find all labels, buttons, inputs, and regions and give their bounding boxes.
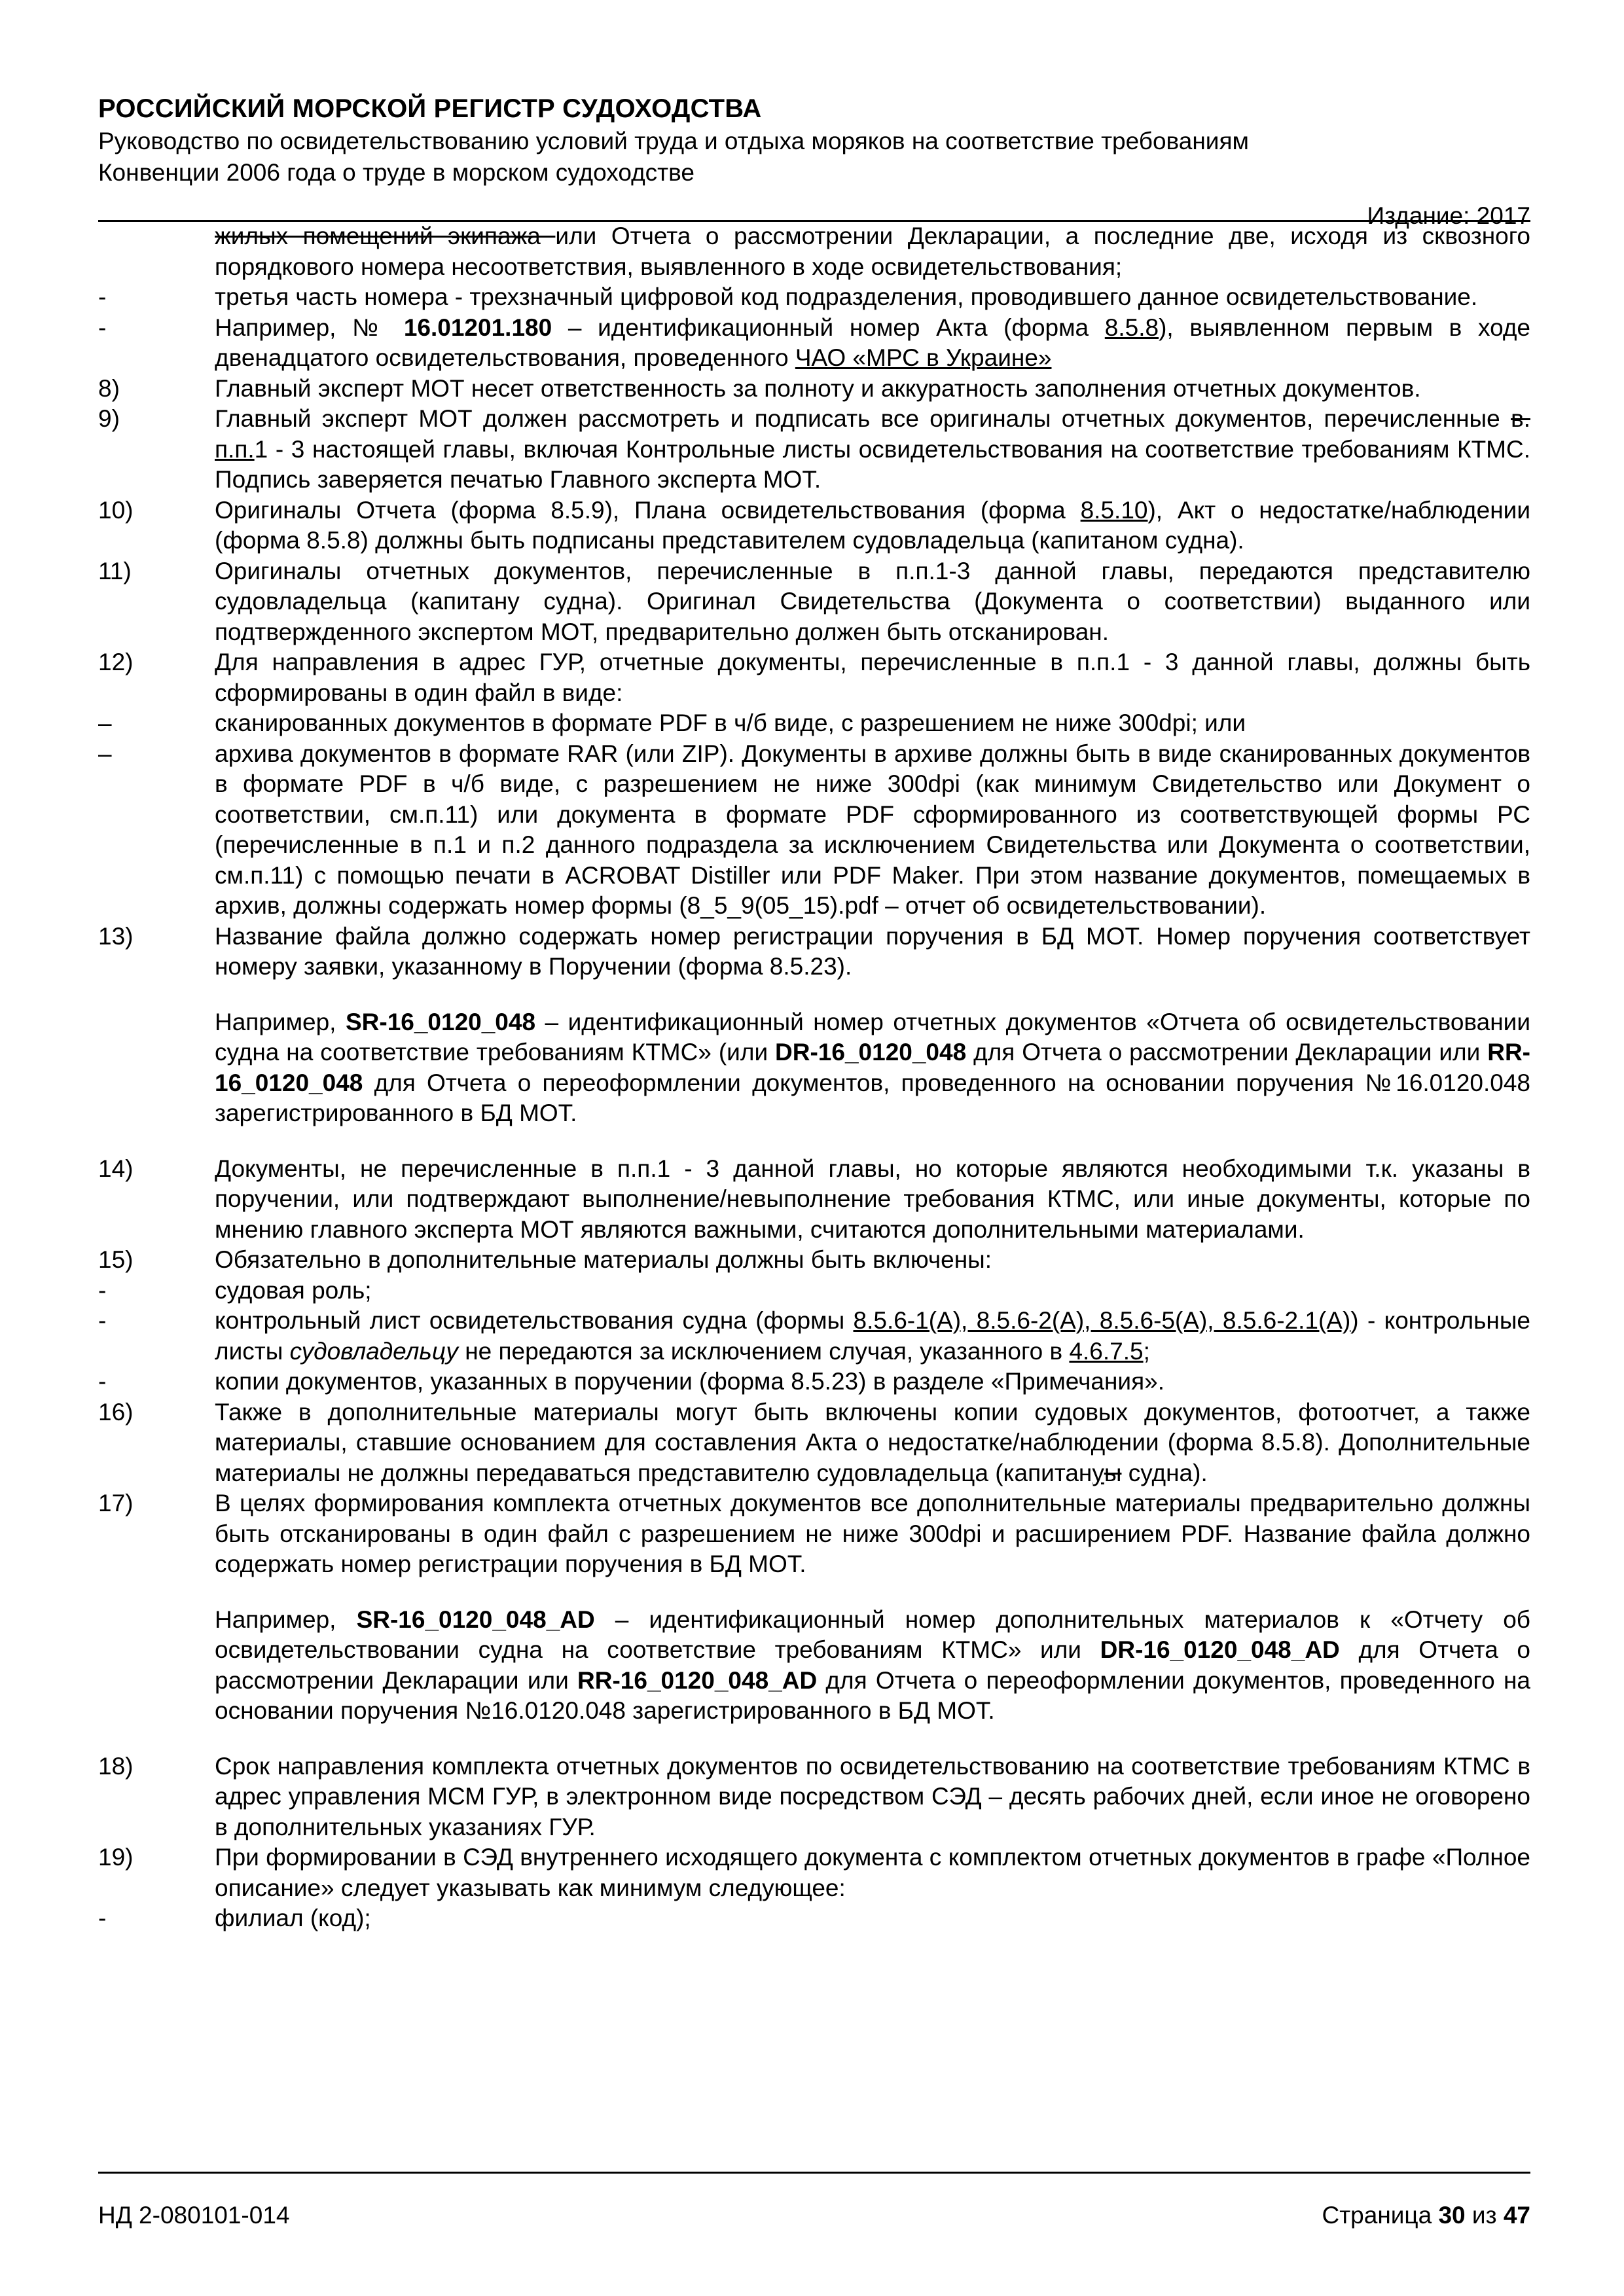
report-id: RR-16_0120_048 (215, 1039, 1530, 1096)
item-number: 19) (98, 1844, 134, 1871)
list-item (98, 1488, 1530, 1580)
struck-text: ы (1104, 1459, 1122, 1486)
list-item (98, 1842, 1530, 1903)
item-text: третья часть номера - трехзначный цифровой код подразделения, проводившего данное освидетельствование. (215, 283, 1478, 310)
item-text: копии документов, указанных в поручении (форма 8.5.23) в разделе «Примечания». (215, 1368, 1164, 1395)
item-text: Также в дополнительные материалы могут быть включены копии судовых документов, фотоотчет, а также материалы, ставшие основанием для составления Акта о недостатке/наблюдении (форма 8.5.8). Дополнительные материалы не должны передаваться представителю судовладельца (капитануы судна). (215, 1398, 1530, 1486)
report-id: SR-16_0120_048 (345, 1008, 536, 1035)
item-number: 8) (98, 374, 120, 402)
item-text: Для направления в адрес ГУР, отчетные документы, перечисленные в п.п.1 - 3 данной главы, должны быть сформированы в один файл в виде: (215, 649, 1530, 706)
item-text: При формировании в СЭД внутреннего исходящего документа с комплектом отчетных документов в графе «Полное описание» следует указывать как минимум следующее: (215, 1844, 1530, 1901)
item-marker: - (98, 283, 107, 310)
report-id: SR-16_0120_048_AD (356, 1605, 595, 1633)
organization-name: РОССИЙСКИЙ МОРСКОЙ РЕГИСТР СУДОХОДСТВА (98, 94, 762, 123)
section-link[interactable]: 4.6.7.5 (1069, 1337, 1144, 1365)
list-item (98, 1367, 1530, 1397)
item-text: Срок направления комплекта отчетных документов по освидетельствованию на соответствие требованиям КТМС в адрес управления МСМ ГУР, в электронном виде посредством СЭД – десять рабочих дней, если иное не оговорено в дополнительных указаниях ГУР. (215, 1752, 1530, 1840)
list-item (98, 313, 1530, 374)
item-number: 14) (98, 1155, 134, 1182)
continued-paragraph: жилых помещений экипажа или Отчета о рассмотрении Декларации, а последние две, исходя из сквозного порядкового номера несоответствия, выявленного в ходе освидетельствования; (215, 223, 1530, 280)
item-number: 11) (98, 557, 132, 584)
item-number: 10) (98, 496, 134, 524)
report-id: RR-16_0120_048_AD (577, 1666, 818, 1694)
organization-link[interactable]: ЧАО «МРС в Украине» (795, 344, 1052, 371)
item-text: филиал (код); (215, 1905, 371, 1931)
item-text: Документы, не перечисленные в п.п.1 - 3 данной главы, но которые являются необходимыми т.к. указаны в поручении, или подтверждают выполнение/невыполнение требования КТМС, или иные документы, которые по мнению главного эксперта МОТ являются важными, считаются дополнительными материалами. (215, 1155, 1530, 1243)
item-text: Обязательно в дополнительные материалы должны быть включены: (215, 1246, 992, 1273)
item-marker: – (98, 740, 112, 767)
example-paragraph: Например, SR-16_0120_048_AD – идентификационный номер дополнительных материалов к «Отчету об освидетельствовании судна на соответствие требованиям КТМС» или DR-16_0120_048_AD для Отчета о рассмотрении Декларации или RR-16_0120_048_AD для Отчета о переоформлении документов, проведенного на основании поручения №16.0120.048 зарегистрированного в БД МОТ. (215, 1605, 1531, 1724)
list-item (98, 374, 1530, 404)
current-page: 30 (1438, 2202, 1466, 2229)
list-item (98, 922, 1530, 982)
item-number: 18) (98, 1752, 134, 1780)
list-item (98, 1276, 1530, 1306)
item-text: контрольный лист освидетельствования судна (формы 8.5.6-1(А), 8.5.6-2(А), 8.5.6-5(А), 8.5.6-2.1(А)) - контрольные листы судовладельцу не передаются за исключением случая, указанного в 4.6.7.5; (215, 1307, 1530, 1365)
item-text: Оригиналы отчетных документов, перечисленные в п.п.1-3 данной главы, передаются представителю судовладельца (капитану судна). Оригинал Свидетельства (Документа о соответствии) выданного или подтвержденного экспертом МОТ, предварительно должен быть отсканирован. (215, 557, 1530, 645)
list-item (98, 1751, 1530, 1843)
list-item (98, 708, 1530, 739)
item-number: 13) (98, 922, 134, 950)
document-title-line-2: Конвенции 2006 года о труде в морском судоходстве (98, 159, 695, 186)
act-number: 16.01201.180 (403, 314, 552, 341)
page-header (98, 92, 1530, 232)
document-number: НД 2-080101-014 (98, 2202, 290, 2229)
item-text: архива документов в формате RAR (или ZIP). Документы в архиве должны быть в виде сканированных документов в формате PDF в ч/б виде, с разрешением не ниже 300dpi (как минимум Свидетельство или Документ о соответствии, см.п.11) или документа в формате PDF сформированного из соответствующей формы РС (перечисленные в п.1 и п.2 данного подраздела за исключением Свидетельства или Документа о соответствии, см.п.11) с помощью печати в ACROBAT Distiller или PDF Maker. При этом название документов, помещаемых в архив, должны содержать номер формы (8_5_9(05_15).pdf – отчет об освидетельствовании). (215, 740, 1530, 919)
list-item (98, 282, 1530, 313)
footer-divider (98, 2172, 1530, 2174)
edition-label: Издание: 2017 (1367, 202, 1530, 229)
item-text: Название файла должно содержать номер регистрации поручения в БД МОТ. Номер поручения соответствует номеру заявки, указанному в Поручении (форма 8.5.23). (215, 922, 1530, 980)
list-item (98, 647, 1530, 708)
item-number: 16) (98, 1398, 134, 1426)
item-number: 15) (98, 1246, 134, 1273)
struck-text: жилых помещений экипажа (215, 223, 556, 249)
item-marker: - (98, 1905, 107, 1931)
list-item (98, 739, 1530, 922)
item-marker: - (98, 314, 107, 341)
list-item (98, 1903, 1530, 1934)
item-marker: - (98, 1307, 107, 1334)
list-item (98, 404, 1530, 495)
item-text: Оригиналы Отчета (форма 8.5.9), Плана освидетельствования (форма 8.5.10), Акт о недостатке/наблюдении (форма 8.5.8) должны быть подписаны представителем судовладельца (капитаном судна). (215, 496, 1530, 554)
report-id: DR-16_0120_048 (775, 1039, 967, 1066)
item-marker: - (98, 1276, 107, 1304)
document-body (98, 221, 1530, 1934)
item-text: Например, № 16.01201.180 – идентификационный номер Акта (форма 8.5.8), выявленном первым в ходе двенадцатого освидетельствования, проведенного ЧАО «МРС в Украине» (215, 314, 1530, 371)
struck-text: в. (1511, 405, 1530, 432)
item-marker: - (98, 1368, 107, 1395)
form-links[interactable]: 8.5.6-1(А), 8.5.6-2(А), 8.5.6-5(А), 8.5.6-2.1(А) (853, 1307, 1351, 1334)
example-paragraph: Например, SR-16_0120_048 – идентификационный номер отчетных документов «Отчета об освидетельствовании судна на соответствие требованиям КТМС» (или DR-16_0120_048 для Отчета о рассмотрении Декларации или RR-16_0120_048 для Отчета о переоформлении документов, проведенного на основании поручения №16.0120.048 зарегистрированного в БД МОТ. (215, 1008, 1531, 1126)
item-text: сканированных документов в формате PDF в ч/б виде, с разрешением не ниже 300dpi; или (215, 709, 1246, 736)
form-link[interactable]: 8.5.8 (1104, 314, 1159, 341)
document-title-line-1: Руководство по освидетельствованию условий труда и отдыха моряков на соответствие требованиям (98, 128, 1249, 154)
item-text: судовая роль; (215, 1276, 372, 1304)
form-link[interactable]: 8.5.10 (1080, 496, 1148, 524)
item-number: 12) (98, 649, 134, 675)
inserted-text: у (1092, 1459, 1104, 1486)
item-text: В целях формирования комплекта отчетных документов все дополнительные материалы предварительно должны быть отсканированы в один файл с разрешением не ниже 300dpi и расширением PDF. Название файла должно содержать номер регистрации поручения в БД МОТ. (215, 1490, 1530, 1577)
list-item (98, 556, 1530, 648)
inserted-text: п.п. (215, 435, 255, 463)
report-id: DR-16_0120_048_AD (1100, 1636, 1340, 1663)
item-number: 9) (98, 405, 120, 432)
list-item (98, 495, 1530, 556)
item-marker: – (98, 709, 112, 736)
item-text: Главный эксперт МОТ должен рассмотреть и подписать все оригиналы отчетных документов, перечисленные в. п.п.1 - 3 настоящей главы, включая Контрольные листы освидетельствования на соответствие требованиям КТМС. Подпись заверяется печатью Главного эксперта МОТ. (215, 405, 1530, 493)
item-number: 17) (98, 1490, 134, 1516)
item-text: Главный эксперт МОТ несет ответственность за полноту и аккуратность заполнения отчетных документов. (215, 374, 1421, 402)
list-item (98, 1245, 1530, 1276)
emphasis-text: судовладельцу (289, 1337, 458, 1365)
list-item (98, 1306, 1530, 1367)
list-item (98, 1154, 1530, 1246)
list-item (98, 1397, 1530, 1489)
page-indicator: Страница 30 из 47 (1322, 2202, 1530, 2229)
total-pages: 47 (1503, 2202, 1530, 2229)
